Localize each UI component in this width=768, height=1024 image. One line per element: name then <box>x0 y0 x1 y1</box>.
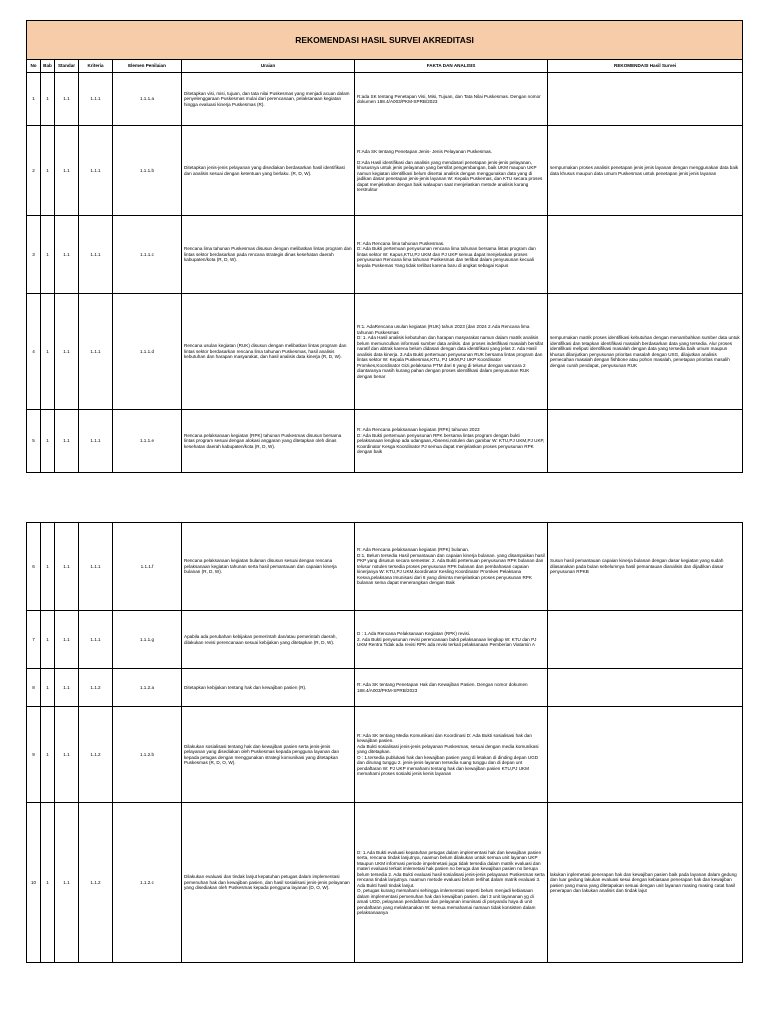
cell-uraian: Dilakukan sosialisasi tentang hak dan kewajiban pasien serta jenis-jenis pelayanan yang disediakan oleh Puskesmas kepada pengguna layanan dan kepada petugas dengan menggunakan strategi komunikasi yang ditetapkan Puskesmas (R, D, O, W). <box>182 707 355 803</box>
cell-bab: 1 <box>41 803 55 963</box>
cell-kriteria: 1.1.2 <box>79 803 113 963</box>
cell-fakta: D: 1.Ada Bukti evaluasi kepatuhan petugas dalam implementasi hak dan kewajiban pasien serta, rencana tindak lanjutnya, naamun belum dilakukan untuk semua unit layanan UKP Maupun UKM informasi periode impelmetasi juga tidak tersedia dalam matrik evaluasi dan materi evaluasi terkait imlemetasi hak pasien no beruga dan kewajiban pasien no berupa belum tersedia 2. Ada Bukti evaluasi hasil sosialisasi jenis-jenis pelayanan Puskesmas serta rencana tindak lanjutnya. naamun metode evaluasi belum terlihat dalam matrik evaluasi 3. Ada Bukti hasil tindak lanjut. O, petugas kurang memahami sehingga imlementasi seperti belum menjadi kebiasaan dalam implementasi pemenuhan hak dan kewajiban pasien. dari 3 unit layananan yg di amati UGD, pelayanan pendaftaran dan pelayanan imunisasi di posyandu haya di unit pendaftaran yang melaksanakan W: semua memahamai namaun tidak konsisten dalam pelaksanaanya <box>355 803 548 963</box>
table-header-row <box>27 60 743 73</box>
cell-elemen: 1.1.1.a <box>113 73 182 126</box>
cell-standar: 1.1 <box>55 611 79 669</box>
cell-fakta: R:ada SK tentang Penetapan Visi, Misi, Tujuan, dan Tata Nilai Puskesmas. Dengan nomor dokumen 188.4/A003/PKM-SPRB/2023 <box>355 73 548 126</box>
cell-uraian: Rencana usulan kegiatan (RUK) disusun dengan melibatkan lintas program dan lintas sektor berdasarkan rencana lima tahunan Puskesmas, hasil analisis kebutuhan dan harapan masyarakat, dan hasil analisis data kinerja (R, D, W). <box>182 294 355 410</box>
cell-bab: 1 <box>41 410 55 473</box>
cell-uraian: Rencana pelaksanaan kegiatan bulanan disusun sesuai dengan rencana pelaksanaan kegiatan tahunan serta hasil pemantauan dan capaian kinerja bulanan (R, D, W). <box>182 523 355 611</box>
header-kriteria: Kriteria <box>79 60 113 73</box>
cell-kriteria: 1.1.1 <box>79 126 113 216</box>
cell-uraian: Ditetapkan kebijakan tentang hak dan kewajiban pasien (R). <box>182 669 355 707</box>
table-row <box>27 216 743 294</box>
cell-rekomendasi: sempurnakan matrik proses identifikasi kebutuhan dengan menambahkan sumber data untuk identifikasi dan tetapkan identifikasi masalah berdasarkan data yang tersedia. Alur proses identifikasi meliputi identifikasi masalah dengan data yang tersedia baik umum maupun khusus dilanjutkan penyusunan prioritas masalah dengan USG, dilajutkan analisis pemecahan masalah dengan fishbone atau pohon masalah, penetapan prioritas masalih dengan curah pendapat, penyusunan RUK <box>548 294 743 410</box>
cell-no: 7 <box>27 611 41 669</box>
cell-no: 6 <box>27 523 41 611</box>
cell-no: 10 <box>27 803 41 963</box>
cell-rekomendasi: sempurnakan proses analisis penetapan jenis jenis layanan dengan menggunakan data baik data khusus maupun data umum Puskesmas untuk penetapan jenis jenis layanan <box>548 126 743 216</box>
cell-kriteria: 1.1.1 <box>79 216 113 294</box>
table-row <box>27 707 743 803</box>
table-row <box>27 523 743 611</box>
cell-elemen: 1.1.2.b <box>113 707 182 803</box>
cell-no: 5 <box>27 410 41 473</box>
header-fakta: FAKTA DAN ANALISIS <box>355 60 548 73</box>
cell-uraian: Rencana pelaksanaan kegiatan (RPK) tahunan Puskesmas disusun bersama lintas program sesuai dengan alokasi anggaran yang ditetapkan oleh dinas kesehatan daerah kabupaten/kota (R, D, W). <box>182 410 355 473</box>
header-rekomendasi: REKOMENDASI Hasil Survei <box>548 60 743 73</box>
cell-standar: 1.1 <box>55 410 79 473</box>
cell-kriteria: 1.1.2 <box>79 669 113 707</box>
header-standar: Standar <box>55 60 79 73</box>
cell-bab: 1 <box>41 707 55 803</box>
cell-no: 2 <box>27 126 41 216</box>
cell-standar: 1.1 <box>55 803 79 963</box>
cell-rekomendasi <box>548 216 743 294</box>
cell-no: 8 <box>27 669 41 707</box>
cell-bab: 1 <box>41 611 55 669</box>
cell-uraian: Ditetapkan visi, misi, tujuan, dan tata nilai Puskesmas yang menjadi acuan dalam penyelenggaraan Puskesmas mulai dari perencanaan, pelaksanaan kegiatan hingga evaluasi kinerja Puskesmas (R). <box>182 73 355 126</box>
cell-rekomendasi <box>548 73 743 126</box>
table-row <box>27 410 743 473</box>
cell-rekomendasi: Susun hasil pemantauan capaian kinerja bulanan dengan dasar kegiatan yang sudah dilasanakan pada bulan sebelumnya hasil pemantauan dianalisis dan dijadikan dasar penyusunan RPKB <box>548 523 743 611</box>
table-row <box>27 126 743 216</box>
cell-rekomendasi <box>548 707 743 803</box>
cell-standar: 1.1 <box>55 707 79 803</box>
cell-standar: 1.1 <box>55 294 79 410</box>
cell-no: 4 <box>27 294 41 410</box>
cell-standar: 1.1 <box>55 126 79 216</box>
cell-uraian: Dilakukan evaluasi dan tindak lanjut kepatuhan petugas dalam implementasi pemenuhan hak dan kewajiban pasien, dan hasil sosialisasi jenis-jenis pelayanan yang disediakan oleh Puskesmas kepada pengguna layanan (D, O, W). <box>182 803 355 963</box>
header-elemen: Elemen Penilaian <box>113 60 182 73</box>
table-row <box>27 611 743 669</box>
cell-bab: 1 <box>41 126 55 216</box>
table-row <box>27 294 743 410</box>
cell-kriteria: 1.1.1 <box>79 523 113 611</box>
cell-elemen: 1.1.2.c <box>113 803 182 963</box>
cell-fakta: R:1. AdaRencana usulan kegiatan (RUK) tahun 2023 (dan 2024 2.Ada Rencana lima tahunan Puskesmas D: 1. Ada Hasil analisis kebutuhan dan harapan masyarakat namun dalam matrik analisis belum memunculkan informasi sumber data anilsis. dan proses indetifikasi masalah bersifat naratif dan abtrak karena belum didasari dengan data identifikasi yang jelas 2. Ada Hasil analisis data kinerja. 3.Ada Bukti pertemuan penyusunan RUK bersama lintas program dan lintas sektor W: Kepala Puskesmas,KTU, PJ UKM,PJ UKP Koordinator Promkes,Koordinator Gizi,pelaksana PTM dari 6 yang di telusur dengan wancara 2 diantaranya masih kurang pahan dengan proses identifikasi dalam penyusunan RUK dengan benar <box>355 294 548 410</box>
cell-kriteria: 1.1.1 <box>79 294 113 410</box>
cell-elemen: 1.1.1.c <box>113 216 182 294</box>
cell-fakta: R: Ada SK tentang Penetapan Hak dan Kewajiban Pasien. Dengan nomor dokumen 188.4/A003/PKM-SPRB/2023 <box>355 669 548 707</box>
recommendation-table-page-2 <box>26 522 743 963</box>
cell-standar: 1.1 <box>55 216 79 294</box>
cell-elemen: 1.1.1.e <box>113 410 182 473</box>
cell-elemen: 1.1.1.g <box>113 611 182 669</box>
cell-fakta: R: Ada SK tentang Media Komunikasi dan Koordinasi D: Ada Bukti sosialisasi hak dan kewajiban pasien. Ada Bukti sosialisasi jenis-jenis pelayanan Puskesmas, sesuai dengan media komunikasi yang ditetapkan. O : 1.tersedia publukasi hak dan kewajiban pasien yang di letakan di dinding depan UGD dan dirunag tunggu 2. jenis-jenis layanan tersedia ruang tunggu dan di depan unt pendaftaran W: PJ UKP memahami tentang hak dan kewajiban pasien KTU,PJ UKM memahami proses sosialsi jenis kenis layanan <box>355 707 548 803</box>
cell-kriteria: 1.1.1 <box>79 611 113 669</box>
cell-kriteria: 1.1.2 <box>79 707 113 803</box>
cell-bab: 1 <box>41 294 55 410</box>
cell-fakta: R: Ada Rencana pelaksanaan kegiatan (RPK) bulanan. D:1. Belum tersedia Hasil pemantauan dan capaian kinerja bulanan. yang disampaikan hasil PKP yang disusun secara semester. 2. Ada Bukti pertemuan penyusunan RPK bulanan dan telusur notulen tersedia proses penyusunan RPK bulanan dan pembahasan capaian kinerjanya W: KTU,PJ UKM,koordinator Kesling Koordinator Promkes Pelaksana Kesva,pelaksana Imunisasi dari 6 yang diminta menjelaskan proses penyusunan RPK bulanan sema dapat menerangkan dengan Baik <box>355 523 548 611</box>
table-row <box>27 669 743 707</box>
cell-fakta: R:Ada SK tentang Penetapan Jenis- Jenis Pelayanan Puskesmas. D:Ada Hasil identifikasi dan analisis yang mendasari penetapan jenis-jenis pelayanan, khususnya untuk jenis pelayanan yang bersifat pengembangan, baik UKM maupun UKP namun kegiatan identifikasi belum disertai analisis dengan menggunakan data yang di jadikan dasar penetapan jenis-jenis layanan W: Kepala Puskemas, dan KTU secara proses dapat menjelaskan dengan baik walaupun saat menjelaskan metode analisis kurang terstruktur <box>355 126 548 216</box>
cell-elemen: 1.1.1.b <box>113 126 182 216</box>
cell-rekomendasi: lakukan inplemetasi penerapan hak dan kewajiban pasien baik pada layanan dalam gedung dan luar gedung lakukan evaluasi sesui dengan kebiasaan penerapan hak dan kewajiban pasien yang mana yang ditetapakan sesuai dengan unit layanan masing masing catat hasil penerapan dan lakukan analisis dan tindak lajut <box>548 803 743 963</box>
cell-elemen: 1.1.1.f <box>113 523 182 611</box>
cell-bab: 1 <box>41 73 55 126</box>
header-bab: Bab <box>41 60 55 73</box>
cell-no: 3 <box>27 216 41 294</box>
cell-bab: 1 <box>41 523 55 611</box>
cell-fakta: R: Ada Rencana lima tahunan Puskesmas. D: Ada Bukti pertemuan penyusunan rencana lima tahunan bersama lintas program dan lintas sektor W: Kapus,KTU,PJ UKM dan PJ UKP semua dapat menjelaskan proses penyusunan Rencana lima tahunan Puskesmas dan terlibat dalam penyusunan kecuali kepala Puskemas Yang tidak terlibat karena baru di angkat sebagai Kapus <box>355 216 548 294</box>
cell-standar: 1.1 <box>55 669 79 707</box>
cell-uraian: Rencana lima tahunan Puskesmas disusun dengan melibatkan lintas program dan lintas sektor berdasarkan pada rencana strategis dinas kesehatan daerah kabupaten/kota (R, D, W). <box>182 216 355 294</box>
cell-fakta: D : 1.Ada Rencana Pelaksanaan Kegiatan (RPK) revisi. 2. Ada Bukti penyusunan revisi perencanaan bukti pelaksanaan lengkap W: KTU dan PJ UKM Rentra Tidak ada revisi RPK ada revisi terkait pelaksanaan Pemberian Viatamin A <box>355 611 548 669</box>
cell-kriteria: 1.1.1 <box>79 410 113 473</box>
cell-elemen: 1.1.2.a <box>113 669 182 707</box>
cell-rekomendasi <box>548 611 743 669</box>
cell-uraian: Ditetapkan jenis-jenis pelayanan yang disediakan berdasarkan hasil identifikasi dan analisis sesuai dengan ketentuan yang berlaku. (R, D, W). <box>182 126 355 216</box>
cell-standar: 1.1 <box>55 73 79 126</box>
table-row <box>27 803 743 963</box>
cell-bab: 1 <box>41 669 55 707</box>
report-title: REKOMENDASI HASIL SURVEI AKREDITASI <box>27 21 743 60</box>
header-uraian: Uraian <box>182 60 355 73</box>
recommendation-table-page-1 <box>26 20 743 473</box>
cell-rekomendasi <box>548 669 743 707</box>
cell-rekomendasi <box>548 410 743 473</box>
table-row <box>27 73 743 126</box>
cell-no: 1 <box>27 73 41 126</box>
cell-standar: 1.1 <box>55 523 79 611</box>
cell-kriteria: 1.1.1 <box>79 73 113 126</box>
header-no: No <box>27 60 41 73</box>
cell-elemen: 1.1.1.d <box>113 294 182 410</box>
cell-fakta: R: Ada Rencana pelaksanaan kegiatan (RPK) tahunan 2023 D: Ada Bukti pertemuan penyusunan RPK bersama lintas program dengan bukti pelaksanaan lengkap ada udangaan,Absensi,notulen dan gambar W: KTU,PJ UKM,PJ UKP, Koordinator Kesga Koordinator PJ semua dapat menjelaskan proses penyusunan RPK dengan baik <box>355 410 548 473</box>
cell-uraian: Apabila ada perubahan kebijakan pemerintah dan/atau pemerintah daerah, dilakukan revisi perencanaan sesuai kebijakan yang ditetapkan (R, D, W). <box>182 611 355 669</box>
cell-no: 9 <box>27 707 41 803</box>
cell-bab: 1 <box>41 216 55 294</box>
